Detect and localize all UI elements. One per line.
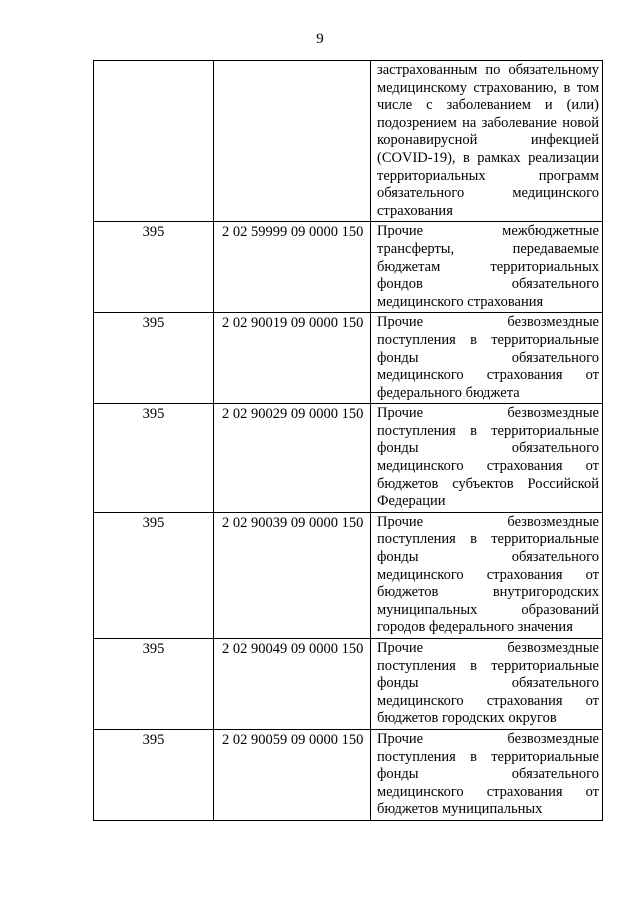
table-row xyxy=(94,729,603,820)
admin-code-cell: 395 xyxy=(94,512,214,638)
kbk-code-cell: 2 02 59999 09 0000 150 xyxy=(214,222,371,313)
admin-code-cell: 395 xyxy=(94,729,214,820)
revenue-codes-table xyxy=(93,60,603,821)
table-row xyxy=(94,639,603,730)
kbk-code-cell: 2 02 90049 09 0000 150 xyxy=(214,639,371,730)
admin-code-cell: 395 xyxy=(94,222,214,313)
description-cell: Прочие безвозмездные поступления в территориальные фонды обязательного медицинского страхования от бюджетов городских округов xyxy=(371,639,603,730)
admin-code-cell: 395 xyxy=(94,404,214,513)
admin-code-cell xyxy=(94,61,214,222)
description-cell: застрахованным по обязательному медицинскому страхованию, в том числе с заболеванием и (или) подозрением на заболевание новой коронавирусной инфекцией (COVID-19), в рамках реализации территориальных программ обязательного медицинского страхования xyxy=(371,61,603,222)
page-number: 9 xyxy=(316,31,324,47)
description-cell: Прочие безвозмездные поступления в территориальные фонды обязательного медицинского страхования от бюджетов субъектов Российской Федерации xyxy=(371,404,603,513)
description-cell: Прочие безвозмездные поступления в территориальные фонды обязательного медицинского страхования от бюджетов внутригородских муниципальных образований городов федерального значения xyxy=(371,512,603,638)
table-row xyxy=(94,512,603,638)
table-row xyxy=(94,222,603,313)
description-cell: Прочие безвозмездные поступления в территориальные фонды обязательного медицинского страхования от бюджетов муниципальных xyxy=(371,729,603,820)
description-cell: Прочие межбюджетные трансферты, передаваемые бюджетам территориальных фондов обязательного медицинского страхования xyxy=(371,222,603,313)
admin-code-cell: 395 xyxy=(94,313,214,404)
table-row xyxy=(94,404,603,513)
kbk-code-cell: 2 02 90029 09 0000 150 xyxy=(214,404,371,513)
description-cell: Прочие безвозмездные поступления в территориальные фонды обязательного медицинского страхования от федерального бюджета xyxy=(371,313,603,404)
kbk-code-cell: 2 02 90059 09 0000 150 xyxy=(214,729,371,820)
table-row xyxy=(94,61,603,222)
admin-code-cell: 395 xyxy=(94,639,214,730)
table-row xyxy=(94,313,603,404)
kbk-code-cell: 2 02 90019 09 0000 150 xyxy=(214,313,371,404)
kbk-code-cell xyxy=(214,61,371,222)
kbk-code-cell: 2 02 90039 09 0000 150 xyxy=(214,512,371,638)
